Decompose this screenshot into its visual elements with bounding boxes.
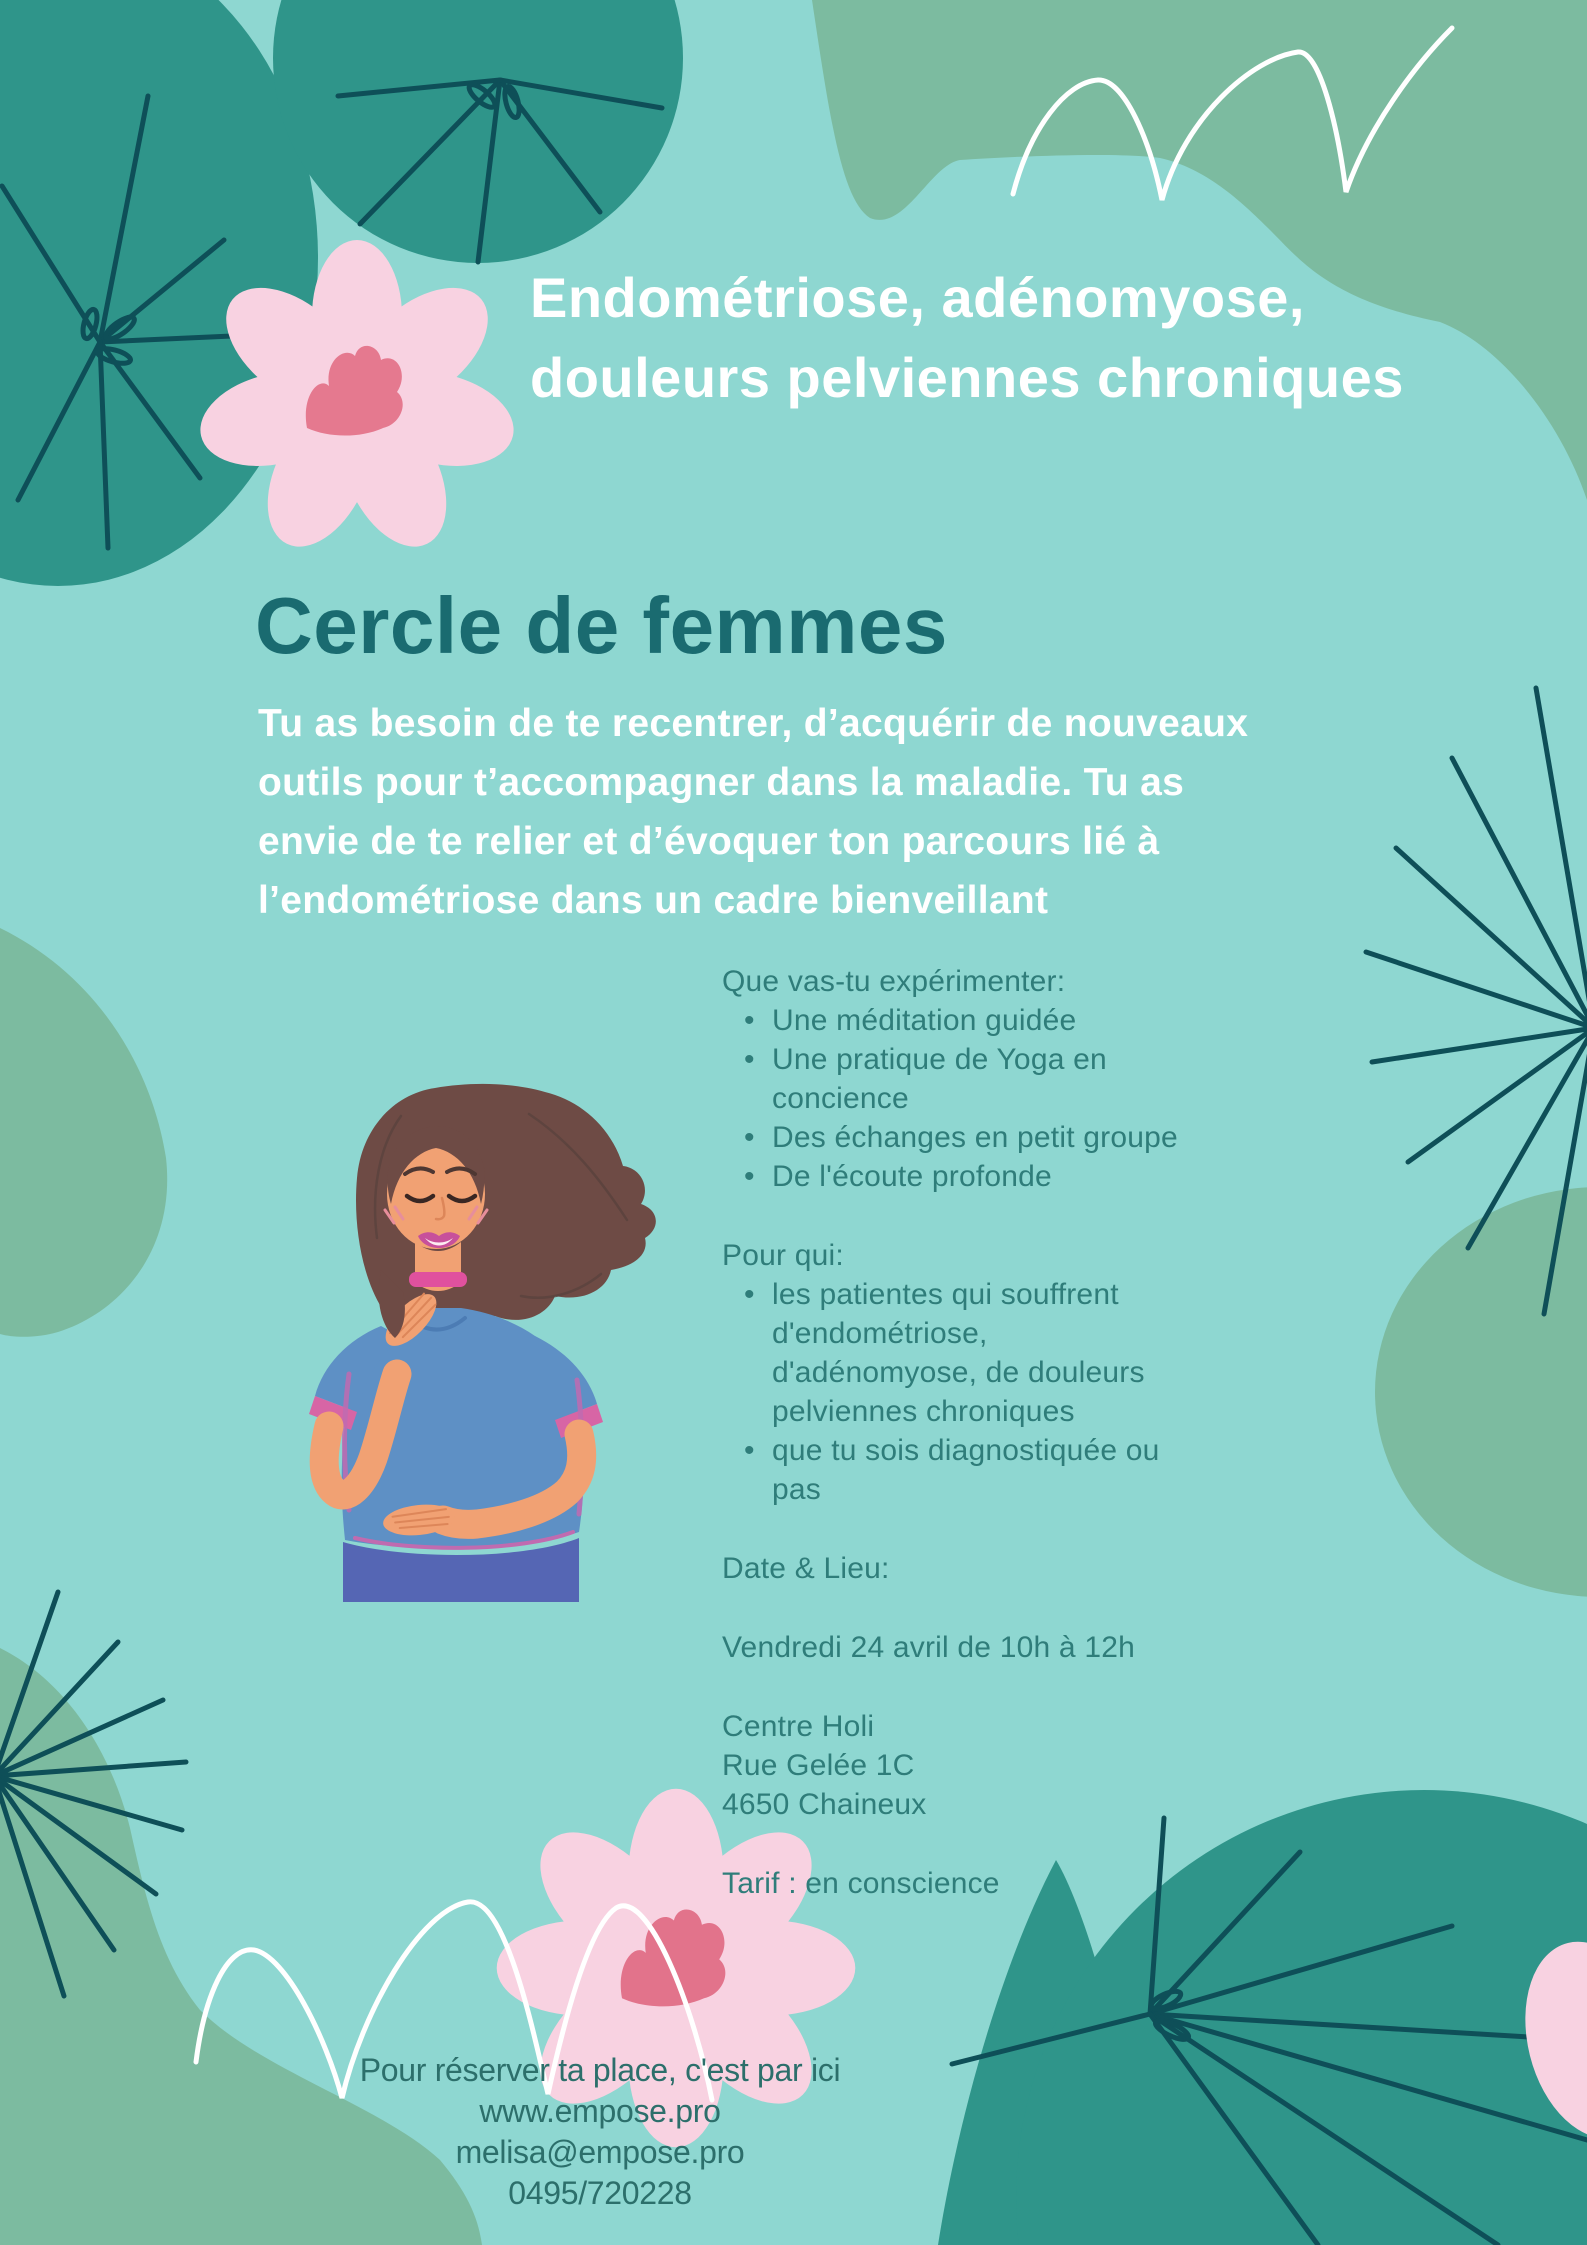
detail-line: Date & Lieu: [722,1552,890,1585]
contact-line: melisa@empose.pro [455,2134,745,2170]
details-column [722,962,1202,1903]
detail-line: pelviennes chroniques [772,1395,1075,1428]
detail-line: Rue Gelée 1C [722,1749,915,1782]
contact-line: www.empose.pro [479,2093,721,2129]
detail-line: d'endométriose, [772,1317,988,1350]
flyer-title [530,258,1510,418]
intro-paragraph [258,694,1248,930]
detail-line: • que tu sois diagnostiquée ou [722,1431,1202,1470]
intro-line: l’endométriose dans un cadre bienveillant [258,879,1049,922]
detail-line: Vendredi 24 avril de 10h à 12h [722,1631,1135,1664]
detail-line: 4650 Chaineux [722,1788,927,1821]
intro-line: outils pour t’accompagner dans la maladie. Tu as [258,761,1185,804]
contact-line: Pour réserver ta place, c'est par ici [359,2052,841,2088]
detail-line: Que vas-tu expérimenter: [722,965,1066,998]
detail-line: Pour qui: [722,1239,844,1272]
flyer-title-line: Endométriose, adénomyose, [530,266,1305,329]
detail-line: • Une méditation guidée [722,1001,1202,1040]
page-title: Cercle de femmes [255,581,948,670]
detail-line: pas [772,1473,821,1506]
detail-line: Centre Holi [722,1710,875,1743]
detail-line: • De l'écoute profonde [722,1157,1202,1196]
contact-line: 0495/720228 [508,2175,692,2211]
detail-line: • les patientes qui souffrent [722,1275,1202,1314]
contact-block [300,2050,900,2214]
flyer-title-line: douleurs pelviennes chroniques [530,346,1404,409]
detail-line: • Des échanges en petit groupe [722,1118,1202,1157]
intro-line: Tu as besoin de te recentrer, d’acquérir de nouveaux [258,702,1249,745]
intro-line: envie de te relier et d’évoquer ton parcours lié à [258,820,1160,863]
detail-line: d'adénomyose, de douleurs [772,1356,1145,1389]
detail-line: Tarif : en conscience [722,1867,1000,1900]
detail-line: • Une pratique de Yoga en [722,1040,1202,1079]
detail-line: concience [772,1082,909,1115]
